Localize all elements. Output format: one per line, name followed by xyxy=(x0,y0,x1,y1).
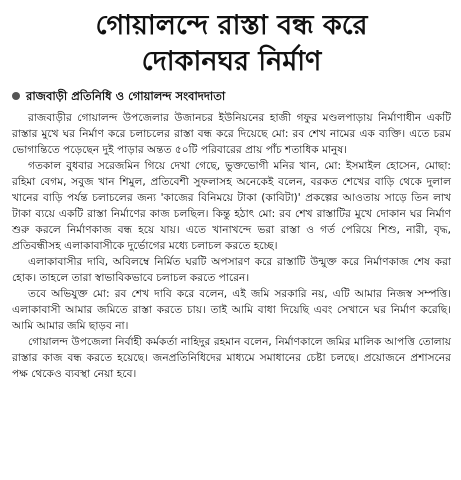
article-paragraph-4: তবে অভিযুক্ত মো: রব শেখ দাবি করে বলেন, এই জমি সরকারি নয়, এটি আমার নিজস্ব সম্পত্তি। এলাকাবাসী আমার জমিতে রাস্তা করতে চায়। তাই আমি বাধা দিয়েছি এবং সেখানে ঘর নির্মাণ করেছি। আমি আমার জমি ছাড়ব না। xyxy=(12,288,451,332)
bullet-icon xyxy=(12,92,20,100)
byline-reporter: রাজবাড়ী প্রতিনিধি xyxy=(26,89,112,103)
article-paragraph-1: রাজবাড়ীর গোয়ালন্দ উপজেলার উজানচর ইউনিয়নের হাজী গফুর মণ্ডলপাড়ায় নির্মাণাধীন একটি রাস্তার মুখে ঘর নির্মাণ করে চলাচলের রাস্তা বন্ধ করে দিয়েছে মো: রব শেখ নামের এক ব্যক্তি। এতে চরম ভোগান্তিতে পড়েছেন দুই পাড়ার অন্তত ৫০টি পরিবারের প্রায় পাঁচ শতাধিক মানুষ। xyxy=(12,112,451,156)
headline xyxy=(12,8,451,80)
article-paragraph-2: গতকাল বুধবার সরেজমিন গিয়ে দেখা গেছে, ভুক্তভোগী মনির খান, মো: ইসমাইল হোসেন, মোছা: রহিমা বেগম, সবুজ খান শিমুল, প্রতিবেশী সুফলাসহ অনেকেই বলেন, বরকত শেখের বাড়ি থেকে দুলাল খানের বাড়ি পর্যন্ত চলাচলের জন্য 'কাজের বিনিময়ে টাকা (কাবিটা)' প্রকল্পের আওতায় সাড়ে তিন লাখ টাকা ব্যয়ে একটি রাস্তা নির্মাণের কাজ চলছিল। কিন্তু হঠাৎ মো: রব শেখ রাস্তাটির মুখে দোকান ঘর নির্মাণ শুরু করলে নির্মাণকাজ বন্ধ হয়ে যায়। এতে খানাখন্দে ভরা রাস্তা ও গর্ত পেরিয়ে শিশু, নারী, বৃদ্ধ, প্রতিবন্ধীসহ এলাকাবাসীকে দুর্ভোগের মধ্যে চলাচল করতে হচ্ছে। xyxy=(12,160,451,252)
article-paragraph-5: গোয়ালন্দ উপজেলা নির্বাহী কর্মকর্তা নাহিদুর রহমান বলেন, নির্মাণকালে জমির মালিক আপত্তি তোলায় রাস্তার কাজ বন্ধ করতে হয়েছে। জনপ্রতিনিধিদের মাধ্যমে সমাধানের চেষ্টা চলছে। প্রয়োজনে প্রশাসনের পক্ষ থেকেও ব্যবস্থা নেয়া হবে। xyxy=(12,336,451,380)
byline-separator: ও xyxy=(115,89,125,103)
byline xyxy=(12,88,451,104)
headline-line-1: গোয়ালন্দে রাস্তা বন্ধ করে xyxy=(95,10,368,41)
article-body xyxy=(12,110,451,382)
headline-line-2: দোকানঘর নির্মাণ xyxy=(141,46,322,77)
article-paragraph-3: এলাকাবাসীর দাবি, অবিলম্বে নির্মিত ঘরটি অপসারণ করে রাস্তাটি উন্মুক্ত করে নির্মাণকাজ শেষ করা হোক। তাহলে তারা স্বাভাবিকভাবে চলাচল করতে পারেন। xyxy=(12,256,451,284)
byline-correspondent: গোয়ালন্দ সংবাদদাতা xyxy=(128,89,226,103)
